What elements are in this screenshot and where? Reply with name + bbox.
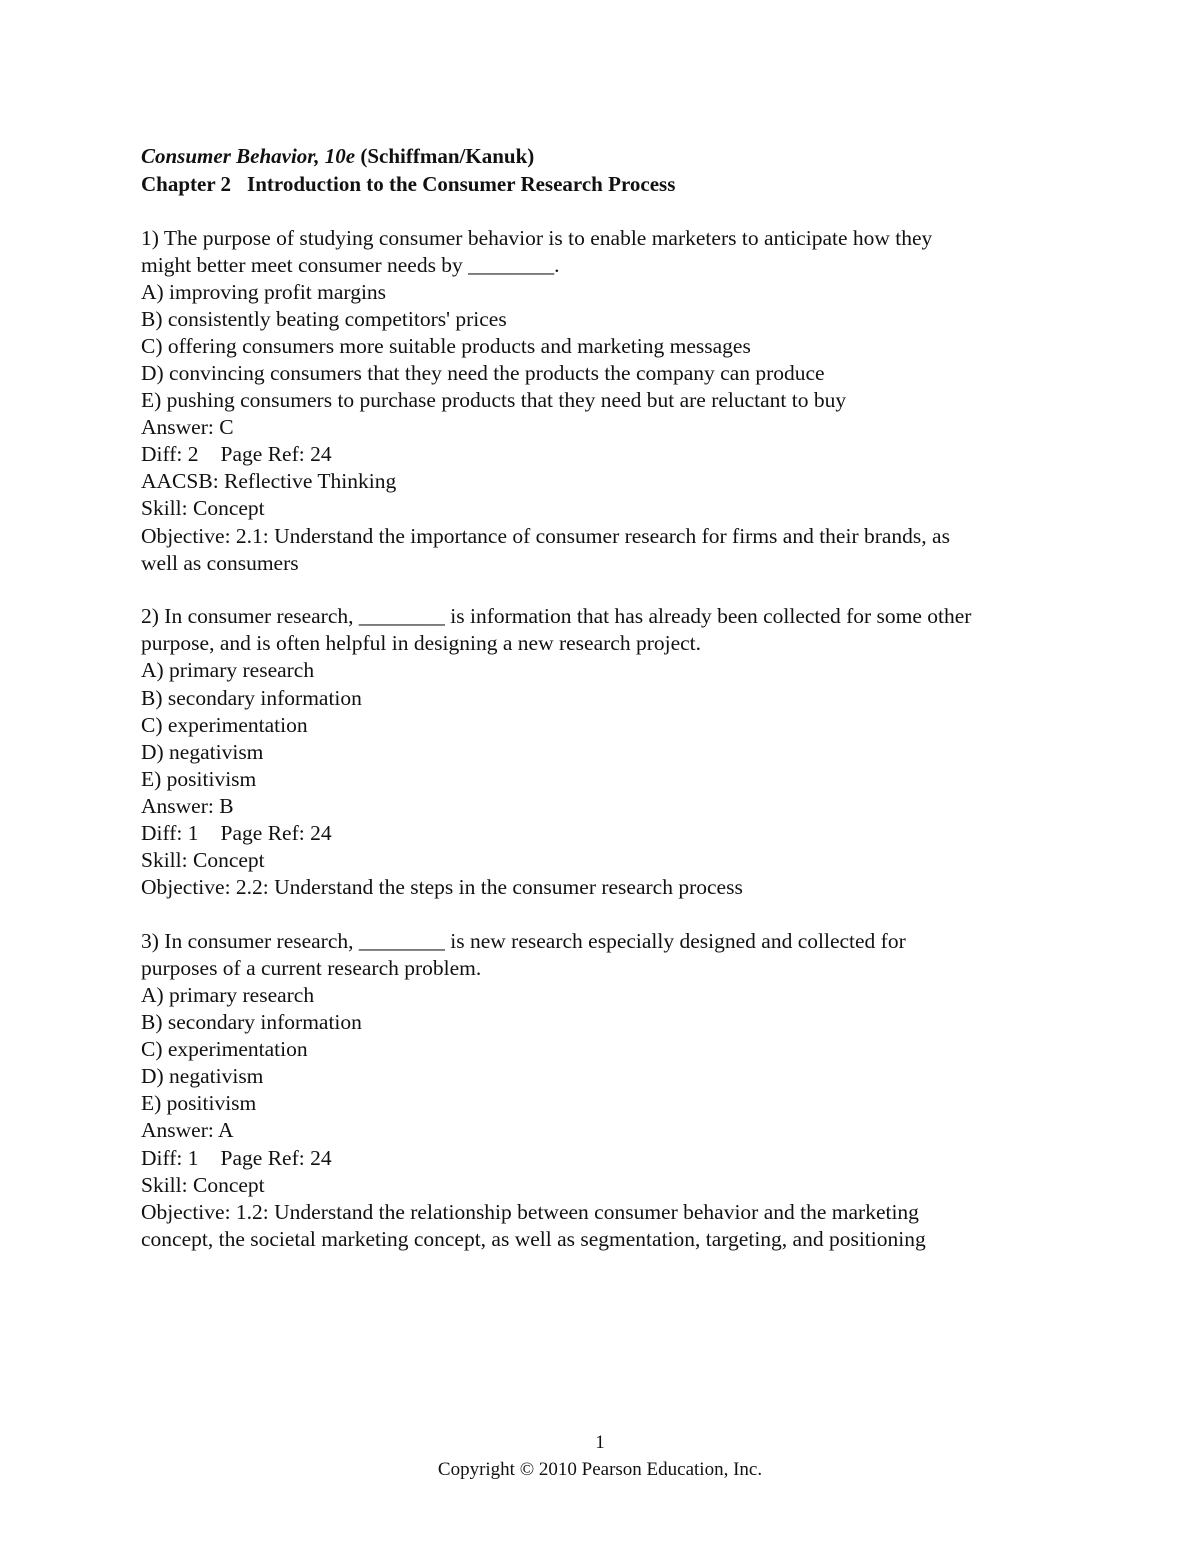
difficulty: Diff: 2 (141, 442, 199, 467)
question-3 (141, 928, 1081, 1253)
question-stem: might better meet consumer needs by ________. (141, 252, 560, 277)
question-stem: 3) In consumer research, ________ is new research especially designed and collected for (141, 928, 906, 953)
difficulty-line (141, 441, 1081, 468)
answer-option: D) negativism (141, 739, 264, 764)
objective: Objective: 2.2: Understand the steps in the consumer research process (141, 875, 743, 900)
chapter-heading (141, 170, 1081, 198)
skill-tag: Skill: Concept (141, 496, 265, 521)
question-stem: purposes of a current research problem. (141, 955, 482, 980)
answer-option: A) primary research (141, 982, 315, 1007)
objective: Objective: 2.1: Understand the importance of consumer research for firms and their brands, as (141, 523, 950, 548)
question-1 (141, 225, 1081, 577)
question-2 (141, 603, 1081, 901)
book-title-line (141, 142, 1081, 170)
answer-option: D) negativism (141, 1064, 264, 1089)
difficulty-line (141, 820, 1081, 847)
difficulty: Diff: 1 (141, 820, 199, 845)
page-reference: Page Ref: 24 (220, 820, 332, 845)
question-stem: purpose, and is often helpful in designing a new research project. (141, 631, 702, 656)
page-reference: Page Ref: 24 (220, 442, 332, 467)
answer-option: A) primary research (141, 658, 315, 683)
skill-tag: Skill: Concept (141, 1172, 265, 1197)
answer-option: E) pushing consumers to purchase products that they need but are reluctant to buy (141, 388, 847, 413)
objective: well as consumers (141, 550, 299, 575)
difficulty: Diff: 1 (141, 1145, 199, 1170)
page-content (141, 142, 1081, 1253)
skill-tag: Skill: Concept (141, 848, 265, 873)
chapter-number: Chapter 2 (141, 172, 232, 196)
objective: concept, the societal marketing concept, as well as segmentation, targeting, and positioning (141, 1226, 926, 1251)
answer-option: E) positivism (141, 766, 257, 791)
answer-option: C) experimentation (141, 1037, 308, 1062)
copyright-notice: Copyright © 2010 Pearson Education, Inc. (437, 1459, 763, 1480)
answer-key: Answer: C (141, 415, 234, 440)
book-title: Consumer Behavior, 10e (141, 144, 356, 168)
answer-option: C) experimentation (141, 712, 308, 737)
answer-option: E) positivism (141, 1091, 257, 1116)
aacsb-tag: AACSB: Reflective Thinking (141, 469, 397, 494)
answer-key: Answer: B (141, 793, 234, 818)
answer-key: Answer: A (141, 1118, 234, 1143)
answer-option: B) secondary information (141, 1010, 362, 1035)
page-reference: Page Ref: 24 (220, 1145, 332, 1170)
answer-option: B) secondary information (141, 685, 362, 710)
answer-option: A) improving profit margins (141, 279, 387, 304)
answer-option: D) convincing consumers that they need the products the company can produce (141, 360, 825, 385)
question-stem: 2) In consumer research, ________ is information that has already been collected for some other (141, 604, 972, 629)
answer-option: C) offering consumers more suitable products and marketing messages (141, 333, 751, 358)
difficulty-line (141, 1145, 1081, 1172)
page-number: 1 (595, 1432, 605, 1453)
chapter-title: Introduction to the Consumer Research Process (247, 172, 676, 196)
question-stem: 1) The purpose of studying consumer behavior is to enable marketers to anticipate how they (141, 225, 933, 250)
objective: Objective: 1.2: Understand the relationship between consumer behavior and the marketing (141, 1199, 919, 1224)
book-authors: (Schiffman/Kanuk) (355, 144, 535, 168)
answer-option: B) consistently beating competitors' prices (141, 306, 507, 331)
